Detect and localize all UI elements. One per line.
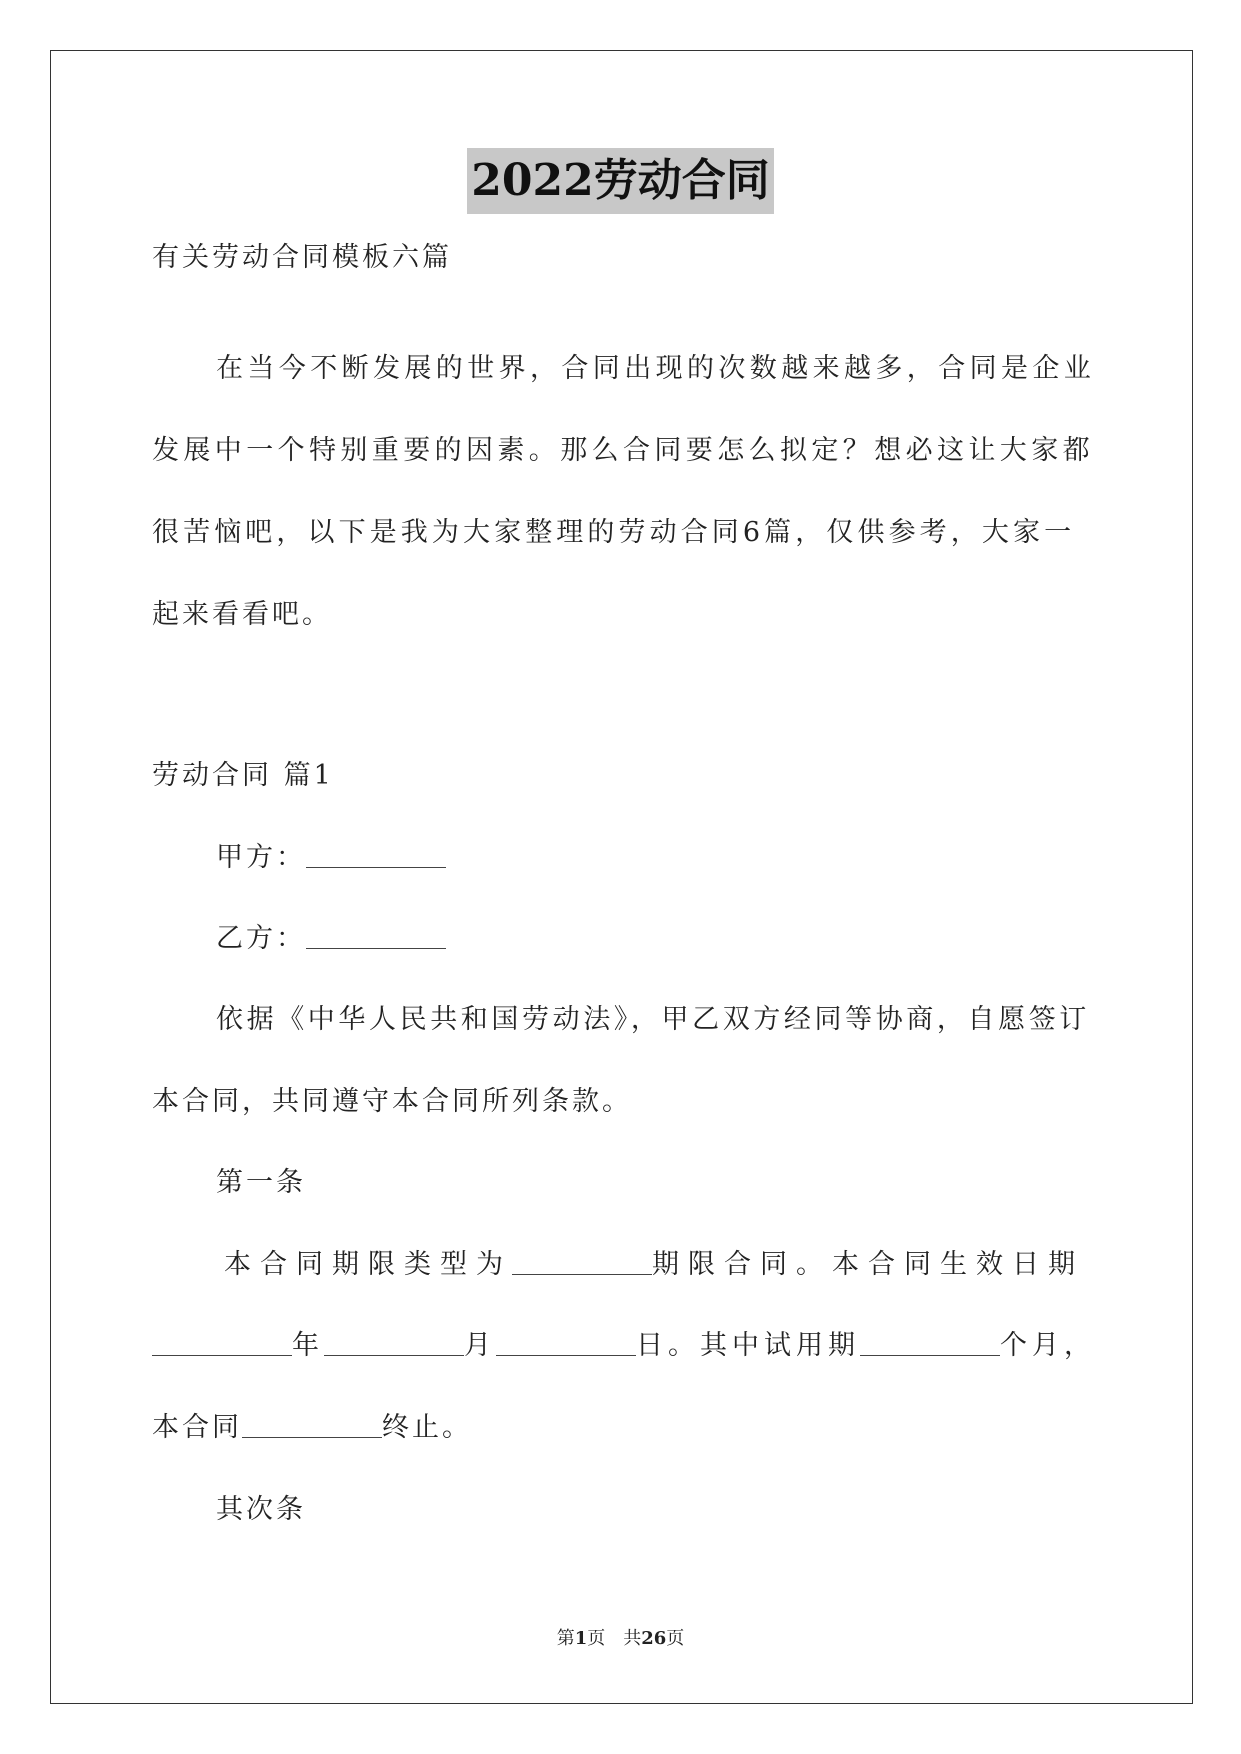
months-label: 个月， — [1000, 1330, 1096, 1361]
party-a-label: 甲方： — [216, 842, 306, 873]
document-title: 2022劳动合同 — [467, 148, 773, 214]
party-a-blank — [306, 839, 446, 868]
party-b-line — [216, 919, 446, 959]
term-effective-label: 期限合同。本合同生效日期 — [652, 1249, 1084, 1280]
term-type-label: 本合同期限类型为 — [224, 1249, 512, 1280]
page-prefix: 第 — [556, 1628, 575, 1649]
probation-blank — [860, 1327, 1000, 1356]
term-line-2 — [152, 1326, 1096, 1366]
day-blank — [496, 1327, 636, 1356]
year-label: 年 — [292, 1330, 324, 1361]
termination-blank — [242, 1409, 382, 1438]
month-blank — [324, 1327, 464, 1356]
term-line-1 — [224, 1245, 1084, 1285]
month-label: 月 — [464, 1330, 496, 1361]
intro-line-1: 在当今不断发展的世界，合同出现的次数越来越多，合同是企业 — [216, 353, 1096, 384]
intro-line-4: 起来看看吧。 — [152, 599, 332, 630]
document-subtitle: 有关劳动合同模板六篇 — [152, 242, 452, 273]
article-2-heading: 其次条 — [216, 1494, 306, 1525]
title-wrap — [0, 148, 1241, 214]
contract-label: 本合同 — [152, 1412, 242, 1443]
page-total: 26 — [641, 1628, 667, 1649]
page-current: 1 — [574, 1628, 588, 1649]
page-mid: 页 共 — [587, 1628, 642, 1649]
term-type-blank — [512, 1246, 652, 1275]
intro-line-3: 很苦恼吧，以下是我为大家整理的劳动合同6篇，仅供参考，大家一 — [152, 517, 1076, 548]
party-b-label: 乙方： — [216, 923, 306, 954]
termination-label: 终止。 — [382, 1412, 472, 1443]
term-line-3 — [152, 1408, 472, 1448]
article-1-heading: 第一条 — [216, 1167, 306, 1198]
law-line-2: 本合同，共同遵守本合同所列条款。 — [152, 1086, 632, 1117]
section-heading: 劳动合同 篇1 — [152, 760, 334, 791]
law-line-1: 依据《中华人民共和国劳动法》，甲乙双方经同等协商，自愿签订 — [216, 1004, 1090, 1035]
intro-line-2: 发展中一个特别重要的因素。那么合同要怎么拟定？想必这让大家都 — [152, 435, 1094, 466]
page-suffix: 页 — [666, 1628, 685, 1649]
party-b-blank — [306, 920, 446, 949]
day-probation-label: 日。其中试用期 — [636, 1330, 860, 1361]
party-a-line — [216, 838, 446, 878]
year-blank — [152, 1327, 292, 1356]
page-footer — [0, 1626, 1241, 1652]
